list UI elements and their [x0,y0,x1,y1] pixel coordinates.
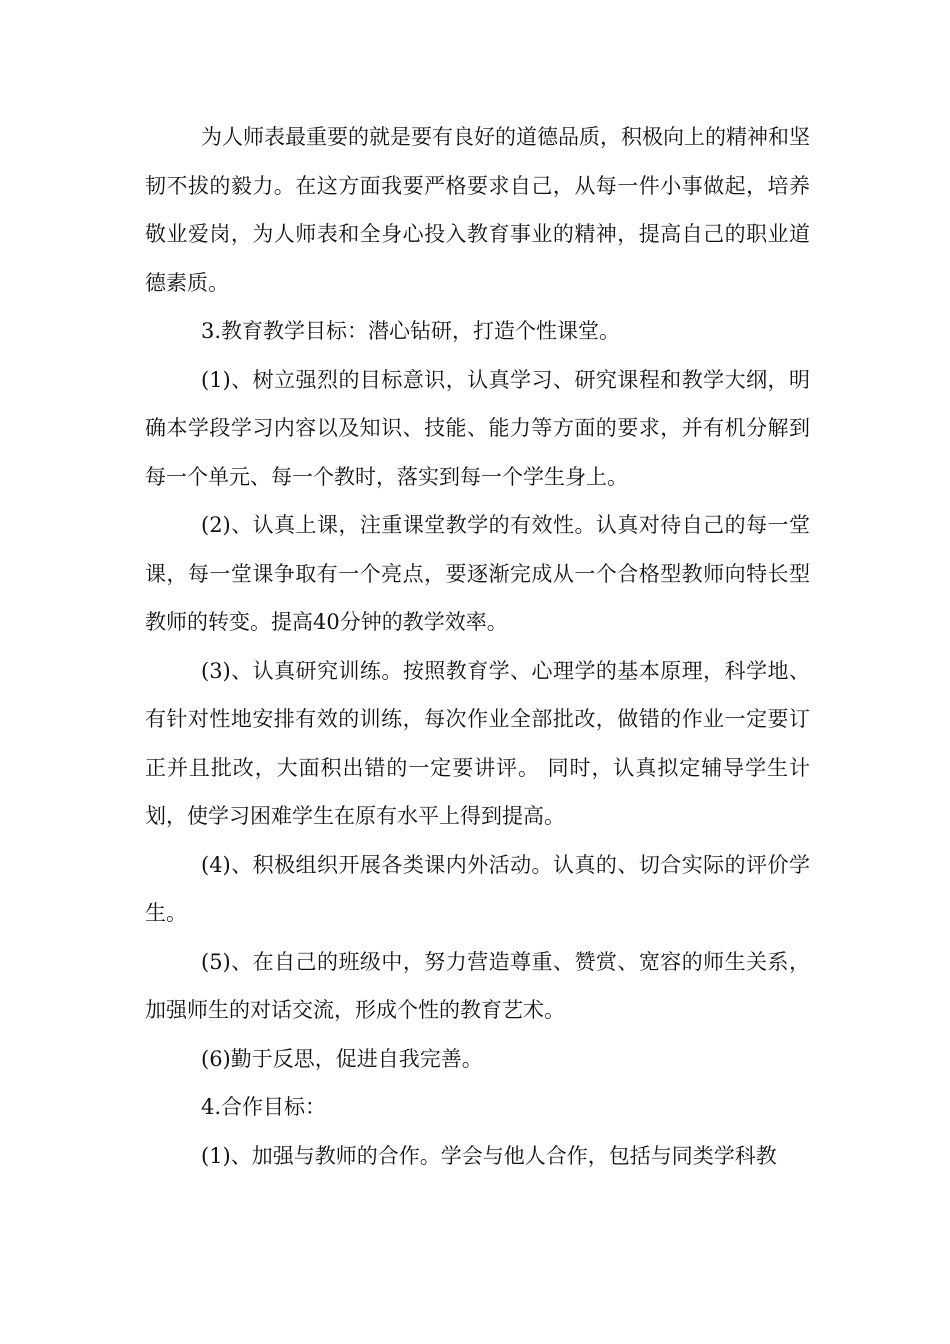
paragraph-cooperation-item-1: (1)、加强与教师的合作。学会与他人合作，包括与同类学科教 [201,1143,777,1168]
paragraph-item-1-goal-awareness: (1)、树立强烈的目标意识，认真学习、研究课程和教学大纲，明确本学段学习内容以及知识、技能、能力等方面的要求，并有机分解到每一个单元、每一个教时，落实到每一个学生身上。 [145,367,810,489]
paragraph-item-3-training-research: (3)、认真研究训练。按照教育学、心理学的基本原理，科学地、有针对性地安排有效的训练，每次作业全部批改，做错的作业一定要订正并且批改，大面积出错的一定要讲评。 同时，认真拟定辅导学生计划，使学习困难学生在原有水平上得到提高。 [145,658,810,828]
paragraph-cooperation-goal-heading: 4.合作目标： [201,1095,327,1119]
paragraph-moral-quality: 为人师表最重要的就是要有良好的道德品质，积极向上的精神和坚韧不拔的毅力。在这方面我要严格要求自己，从每一件小事做起，培养敬业爱岗，为人师表和全身心投入教育事业的精神，提高自己的职业道德素质。 [145,125,810,295]
paragraph-item-6-reflection: (6)勤于反思，促进自我完善。 [201,1046,483,1071]
paragraph-item-5-class-relations: (5)、在自己的班级中，努力营造尊重、赞赏、宽容的师生关系，加强师生的对话交流，形成个性的教育艺术。 [145,949,810,1022]
paragraph-item-4-activities: (4)、积极组织开展各类课内外活动。认真的、切合实际的评价学生。 [145,852,810,925]
paragraph-item-2-lesson-effectiveness: (2)、认真上课，注重课堂教学的有效性。认真对待自己的每一堂课，每一堂课争取有一个亮点，要逐渐完成从一个合格型教师向特长型教师的转变。提高40分钟的教学效率。 [145,513,810,634]
paragraph-teaching-goal-heading: 3.教育教学目标：潜心钻研，打造个性课堂。 [201,319,621,343]
document-body [145,113,810,1180]
